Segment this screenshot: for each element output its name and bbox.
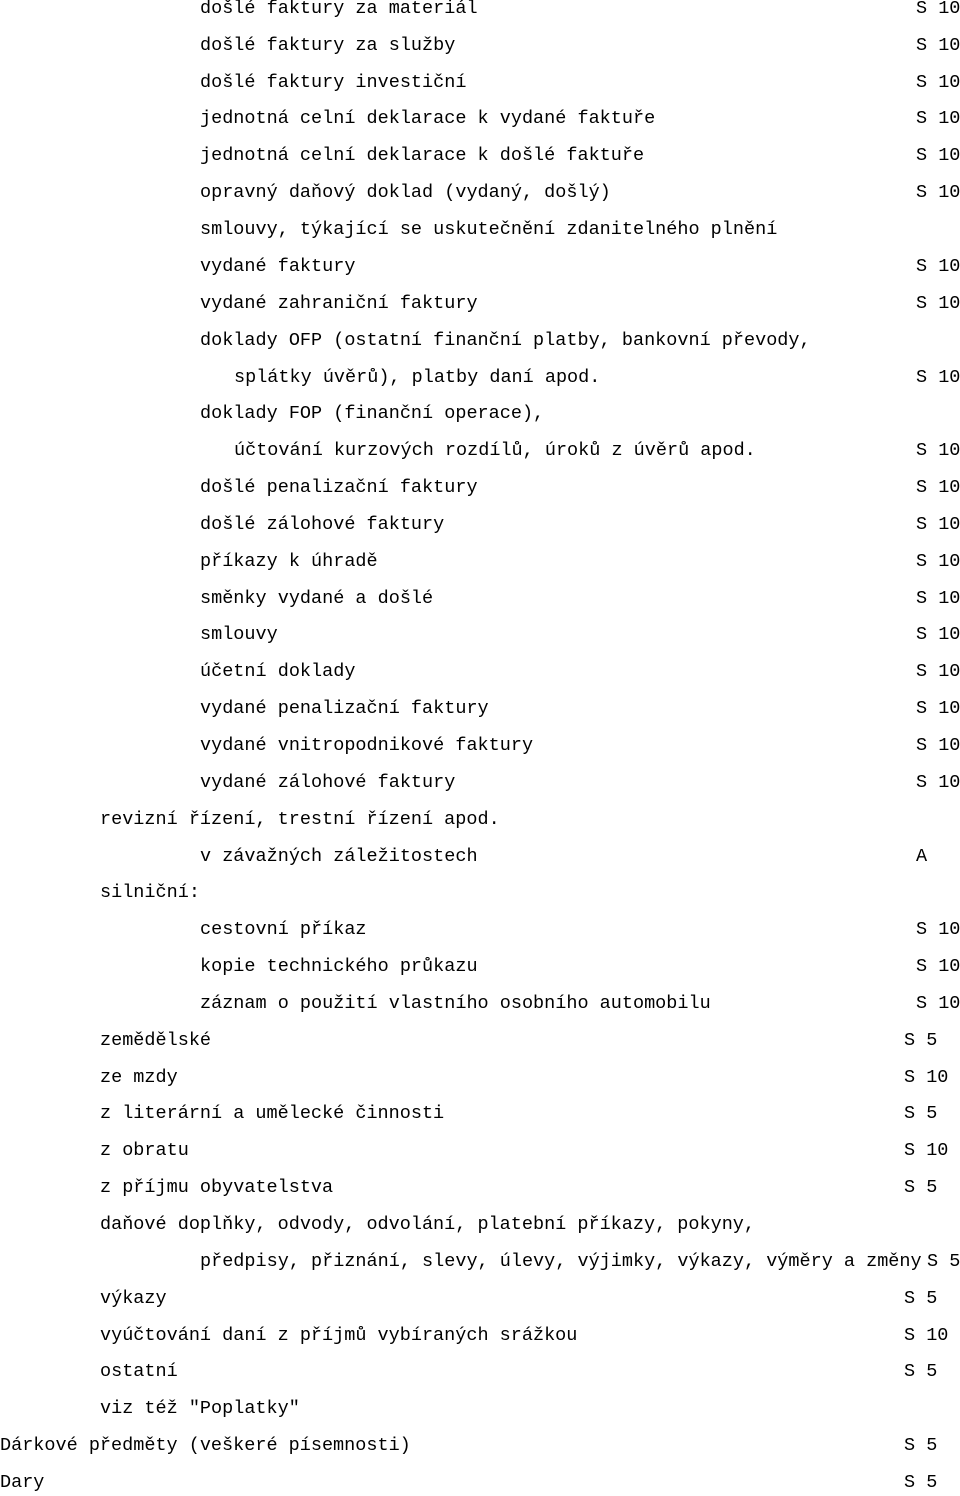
- retention-code: S 10: [916, 108, 960, 129]
- schedule-row: [0, 106, 960, 132]
- schedule-row: [0, 70, 960, 96]
- schedule-row: [0, 401, 960, 427]
- schedule-row: [0, 880, 960, 906]
- retention-code: S 10: [916, 293, 960, 314]
- retention-code: S 10: [916, 477, 960, 498]
- schedule-row: [0, 1323, 960, 1349]
- retention-code: S 10: [916, 182, 960, 203]
- item-label: vydané zahraniční faktury: [200, 293, 478, 314]
- retention-code: S 10: [916, 919, 960, 940]
- retention-code: S 10: [916, 588, 960, 609]
- retention-code: S 10: [904, 1325, 949, 1346]
- schedule-row: [0, 1249, 960, 1275]
- retention-code: S 5: [904, 1103, 938, 1124]
- schedule-row: [0, 1212, 960, 1238]
- schedule-row: [0, 512, 960, 538]
- schedule-row: [0, 844, 960, 870]
- schedule-row: [0, 0, 960, 22]
- item-label: splátky úvěrů), platby daní apod.: [234, 367, 601, 388]
- item-label: smlouvy: [200, 624, 278, 645]
- item-label: účtování kurzových rozdílů, úroků z úvěrů apod.: [234, 440, 756, 461]
- retention-code: S 10: [916, 661, 960, 682]
- item-label: vydané vnitropodnikové faktury: [200, 735, 534, 756]
- schedule-row: [0, 733, 960, 759]
- item-label: revizní řízení, trestní řízení apod.: [100, 809, 500, 830]
- retention-code: S 10: [904, 1067, 949, 1088]
- item-label: jednotná celní deklarace k vydané faktuře: [200, 108, 656, 129]
- schedule-row: [0, 1286, 960, 1312]
- item-label: došlé penalizační faktury: [200, 477, 478, 498]
- item-label: doklady OFP (ostatní finanční platby, bankovní převody,: [200, 330, 811, 351]
- item-label: silniční:: [100, 882, 200, 903]
- schedule-row: [0, 1138, 960, 1164]
- retention-code: S 10: [916, 72, 960, 93]
- retention-code: S 10: [916, 956, 960, 977]
- item-label: došlé faktury investiční: [200, 72, 467, 93]
- schedule-row: [0, 438, 960, 464]
- retention-code: S 5: [904, 1472, 938, 1493]
- retention-code: S 10: [916, 735, 960, 756]
- item-label: cestovní příkaz: [200, 919, 367, 940]
- item-label: jednotná celní deklarace k došlé faktuře: [200, 145, 645, 166]
- retention-code: S 10: [916, 35, 960, 56]
- schedule-row: [0, 328, 960, 354]
- retention-code: S 5: [927, 1251, 960, 1272]
- retention-code: S 5: [904, 1288, 938, 1309]
- schedule-row: [0, 475, 960, 501]
- schedule-row: [0, 622, 960, 648]
- retention-code: S 10: [916, 551, 960, 572]
- schedule-row: [0, 696, 960, 722]
- retention-code: S 10: [916, 367, 960, 388]
- schedule-row: [0, 954, 960, 980]
- item-label: doklady FOP (finanční operace),: [200, 403, 545, 424]
- schedule-row: [0, 217, 960, 243]
- schedule-row: [0, 1359, 960, 1385]
- item-label: smlouvy, týkající se uskutečnění zdanitelného plnění: [200, 219, 778, 240]
- item-label: zemědělské: [100, 1030, 212, 1051]
- schedule-row: [0, 807, 960, 833]
- schedule-row: [0, 33, 960, 59]
- item-label: daňové doplňky, odvody, odvolání, platební příkazy, pokyny,: [100, 1214, 756, 1235]
- item-label: viz též "Poplatky": [100, 1398, 300, 1419]
- item-label: ze mzdy: [100, 1067, 178, 1088]
- retention-code: S 10: [916, 624, 960, 645]
- schedule-row: [0, 1470, 960, 1496]
- schedule-row: [0, 1433, 960, 1459]
- retention-code: S 10: [916, 993, 960, 1014]
- item-label: účetní doklady: [200, 661, 356, 682]
- retention-code: S 10: [916, 256, 960, 277]
- schedule-row: [0, 1028, 960, 1054]
- schedule-row: [0, 770, 960, 796]
- item-label: v závažných záležitostech: [200, 846, 478, 867]
- retention-code: S 10: [916, 440, 960, 461]
- item-label: předpisy, přiznání, slevy, úlevy, výjimky, výkazy, výměry a změny: [200, 1251, 922, 1272]
- item-label: příkazy k úhradě: [200, 551, 378, 572]
- schedule-row: [0, 1396, 960, 1422]
- item-label: z literární a umělecké činnosti: [100, 1103, 445, 1124]
- schedule-row: [0, 991, 960, 1017]
- schedule-row: [0, 180, 960, 206]
- item-label: došlé zálohové faktury: [200, 514, 445, 535]
- schedule-row: [0, 1065, 960, 1091]
- item-label: z příjmu obyvatelstva: [100, 1177, 334, 1198]
- schedule-row: [0, 1175, 960, 1201]
- schedule-row: [0, 549, 960, 575]
- item-label: výkazy: [100, 1288, 167, 1309]
- item-label: došlé faktury za služby: [200, 35, 456, 56]
- retention-code: S 5: [904, 1361, 938, 1382]
- item-label: Dárkové předměty (veškeré písemnosti): [0, 1435, 411, 1456]
- item-label: vydané penalizační faktury: [200, 698, 489, 719]
- schedule-row: [0, 365, 960, 391]
- retention-code: S 10: [916, 698, 960, 719]
- item-label: záznam o použití vlastního osobního automobilu: [200, 993, 711, 1014]
- item-label: ostatní: [100, 1361, 178, 1382]
- schedule-row: [0, 1101, 960, 1127]
- schedule-row: [0, 291, 960, 317]
- item-label: směnky vydané a došlé: [200, 588, 434, 609]
- retention-code: S 10: [916, 145, 960, 166]
- item-label: Dary: [0, 1472, 45, 1493]
- schedule-row: [0, 254, 960, 280]
- item-label: vyúčtování daní z příjmů vybíraných srážkou: [100, 1325, 578, 1346]
- retention-code: S 5: [904, 1435, 938, 1456]
- schedule-row: [0, 659, 960, 685]
- schedule-row: [0, 143, 960, 169]
- schedule-row: [0, 586, 960, 612]
- retention-code: S 5: [904, 1030, 938, 1051]
- item-label: vydané zálohové faktury: [200, 772, 456, 793]
- item-label: z obratu: [100, 1140, 189, 1161]
- retention-code: S 10: [904, 1140, 949, 1161]
- item-label: vydané faktury: [200, 256, 356, 277]
- retention-code: S 10: [916, 514, 960, 535]
- item-label: došlé faktury za materiál: [200, 0, 478, 19]
- retention-code: A: [916, 846, 928, 867]
- retention-code: S 10: [916, 0, 960, 19]
- schedule-row: [0, 917, 960, 943]
- retention-code: S 5: [904, 1177, 938, 1198]
- retention-code: S 10: [916, 772, 960, 793]
- item-label: kopie technického průkazu: [200, 956, 478, 977]
- item-label: opravný daňový doklad (vydaný, došlý): [200, 182, 611, 203]
